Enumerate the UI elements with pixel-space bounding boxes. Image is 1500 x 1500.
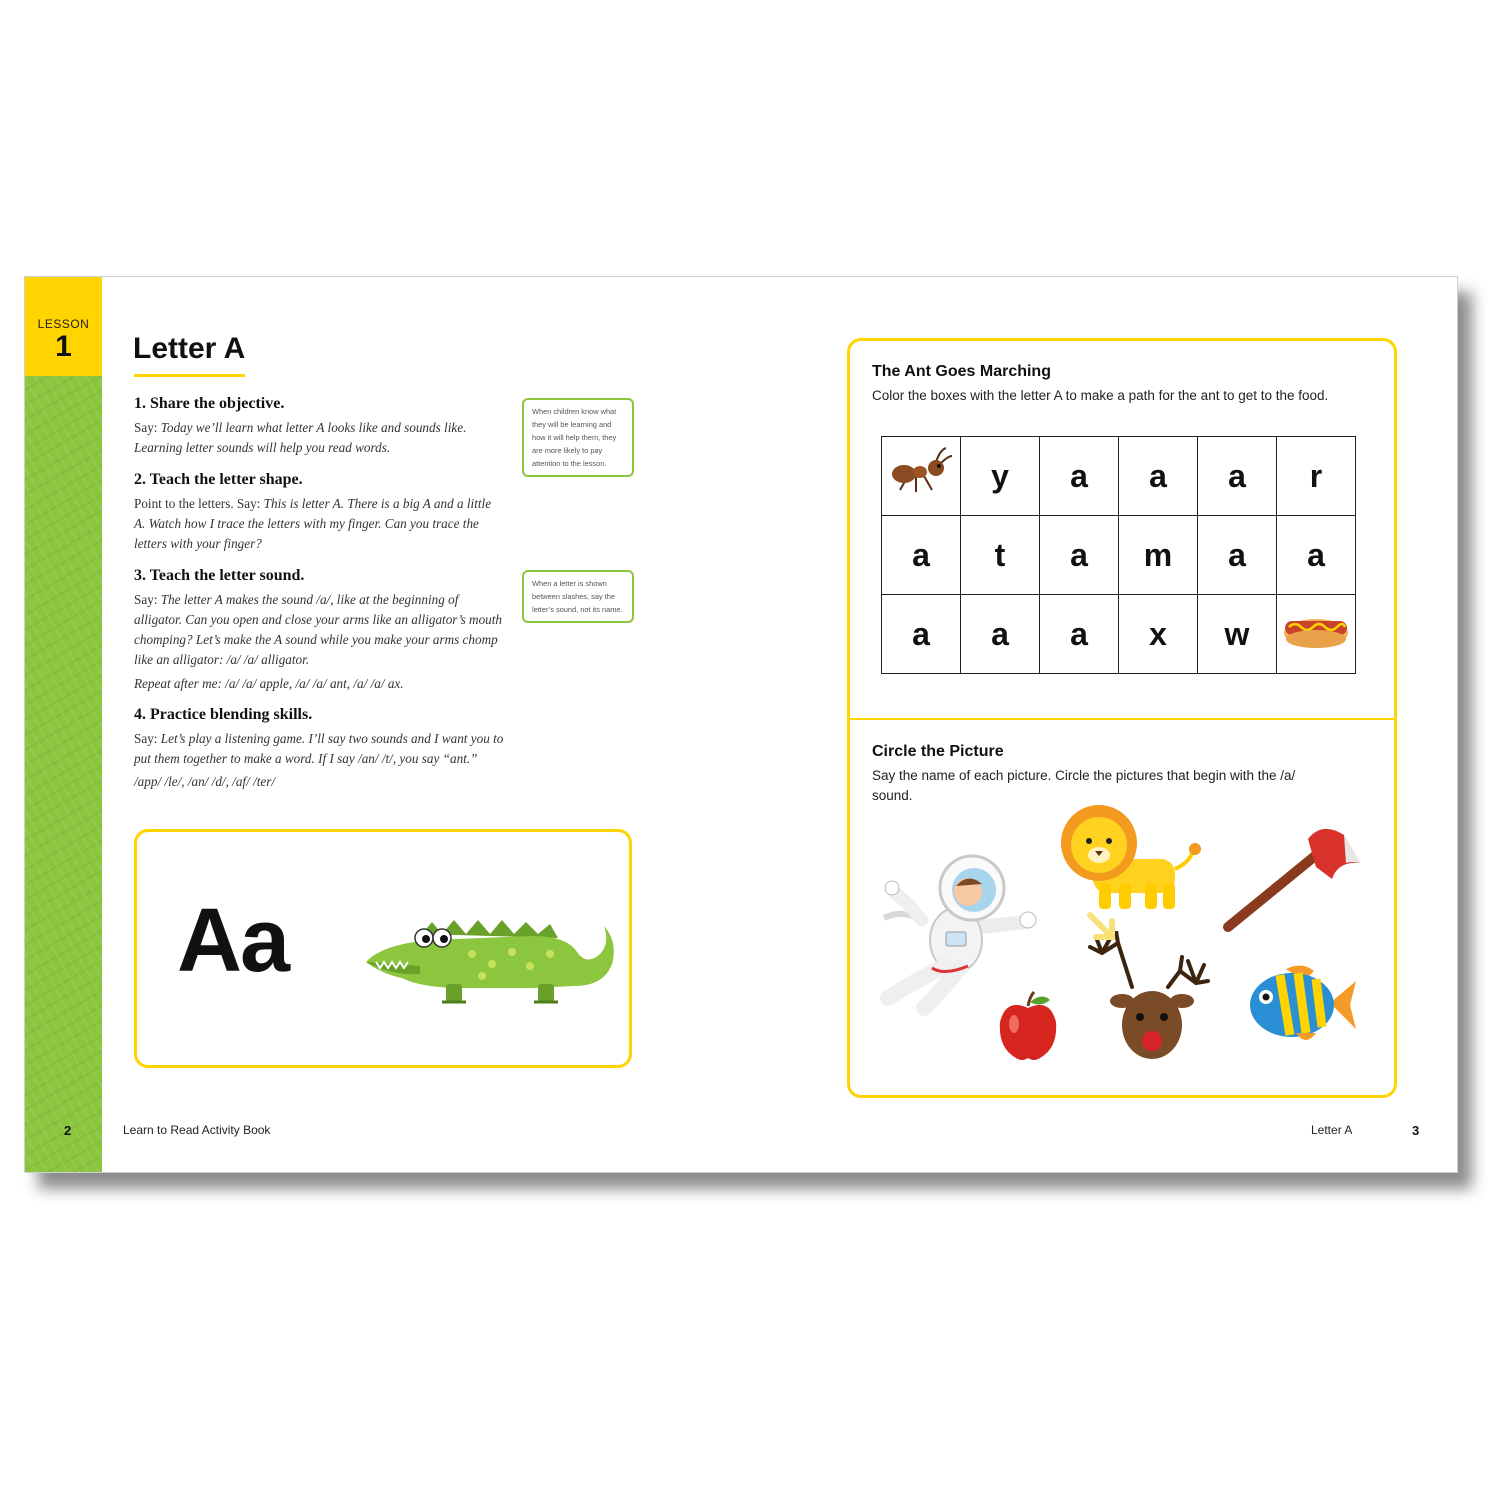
- grid-cell[interactable]: a: [1040, 516, 1119, 595]
- grid-cell[interactable]: r: [1277, 437, 1356, 516]
- grid-cell[interactable]: a: [1040, 437, 1119, 516]
- grid-row: [882, 437, 1356, 516]
- apple-icon[interactable]: [996, 990, 1060, 1062]
- left-margin-band: [25, 277, 102, 1172]
- step-body: [134, 494, 504, 554]
- ant-icon: [886, 442, 956, 502]
- grid-cell[interactable]: w: [1198, 595, 1277, 674]
- page-number-left: 2: [64, 1123, 72, 1138]
- step-script: Let’s play a listening game. I’ll say two sounds and I want you to put them together to make a word. If I say /an/ /t/, you say “ant.”: [134, 731, 504, 766]
- grid-cell[interactable]: a: [1198, 516, 1277, 595]
- grid-cell-hotdog[interactable]: [1277, 595, 1356, 674]
- page-number-right: 3: [1412, 1123, 1420, 1138]
- ant-activity-title: The Ant Goes Marching: [872, 363, 1051, 380]
- lesson-tab: [25, 277, 102, 376]
- lesson-number: 1: [55, 330, 72, 363]
- step-blend-words: /app/ /le/, /an/ /d/, /af/ /ter/: [134, 774, 276, 789]
- title-underline: [134, 374, 245, 377]
- grid-row: [882, 516, 1356, 595]
- step-lead: Say:: [134, 592, 161, 607]
- step-4: [134, 706, 504, 792]
- grid-cell[interactable]: a: [882, 516, 961, 595]
- step-script: The letter A makes the sound /a/, like at the beginning of alligator. Can you open and close your arms like an alligator’s mouth chomping? Let’s make the A sound while you make your arms chomp like an alligator: /a/ /a/ alligator.: [134, 592, 503, 667]
- grid-cell[interactable]: m: [1119, 516, 1198, 595]
- step-lead: Say:: [134, 420, 161, 435]
- step-body: [134, 590, 504, 670]
- footer-book-title: Learn to Read Activity Book: [123, 1123, 271, 1137]
- step-3: [134, 567, 504, 694]
- grid-cell[interactable]: y: [961, 437, 1040, 516]
- grid-cell[interactable]: a: [1119, 437, 1198, 516]
- big-letters: Aa: [177, 891, 289, 991]
- grid-cell[interactable]: t: [961, 516, 1040, 595]
- grid-cell[interactable]: a: [1277, 516, 1356, 595]
- step-script: Today we’ll learn what letter A looks like and sounds like. Learning letter sounds will help you read words.: [134, 420, 467, 455]
- step-heading: 2. Teach the letter shape.: [134, 471, 303, 488]
- step-2: [134, 471, 504, 554]
- circle-activity-instructions: Say the name of each picture. Circle the pictures that begin with the /a/ sound.: [872, 768, 1296, 803]
- step-heading: 4. Practice blending skills.: [134, 706, 313, 723]
- grid-cell[interactable]: a: [961, 595, 1040, 674]
- lesson-label: LESSON: [37, 317, 90, 331]
- step-body: [134, 418, 504, 458]
- step-1: [134, 395, 504, 458]
- grid-cell[interactable]: a: [882, 595, 961, 674]
- fish-icon[interactable]: [1246, 963, 1360, 1049]
- reindeer-icon[interactable]: [1088, 931, 1212, 1067]
- step-lead: Point to the letters. Say:: [134, 496, 264, 511]
- lion-icon[interactable]: [1055, 803, 1205, 915]
- grid-cell-ant[interactable]: [882, 437, 961, 516]
- ant-activity-instructions: Color the boxes with the letter A to make a path for the ant to get to the food.: [872, 388, 1329, 403]
- hotdog-icon: [1281, 605, 1351, 655]
- teacher-note-objective: When children know what they will be learning and how it will help them, they are more likely to pay attention to the lesson.: [522, 398, 634, 477]
- step-repeat: Repeat after me: /a/ /a/ apple, /a/ /a/ ant, /a/ /a/ ax.: [134, 676, 404, 691]
- step-heading: 1. Share the objective.: [134, 395, 285, 412]
- teacher-note-slashes: When a letter is shown between slashes, say the letter’s sound, not its name.: [522, 570, 634, 623]
- footer-section-title: Letter A: [1311, 1123, 1353, 1137]
- step-body: [134, 729, 504, 769]
- activity-box: [847, 338, 1397, 1098]
- step-heading: 3. Teach the letter sound.: [134, 567, 305, 584]
- arrow-icon: [1086, 911, 1122, 947]
- grid-cell[interactable]: x: [1119, 595, 1198, 674]
- grid-row: [882, 595, 1356, 674]
- activity-divider: [850, 718, 1394, 720]
- letter-grid: [881, 436, 1356, 674]
- grid-cell[interactable]: a: [1198, 437, 1277, 516]
- book-spread: [24, 276, 1458, 1173]
- grid-cell[interactable]: a: [1040, 595, 1119, 674]
- letter-card: [134, 829, 632, 1068]
- alligator-icon: [362, 914, 614, 1010]
- ax-icon[interactable]: [1218, 823, 1366, 935]
- circle-activity-title: Circle the Picture: [872, 743, 1004, 760]
- step-lead: Say:: [134, 731, 161, 746]
- step-script: This is letter A. There is a big A and a little A. Watch how I trace the letters with my finger. Can you trace the letters with your finger?: [134, 496, 492, 551]
- page-title: Letter A: [133, 332, 246, 365]
